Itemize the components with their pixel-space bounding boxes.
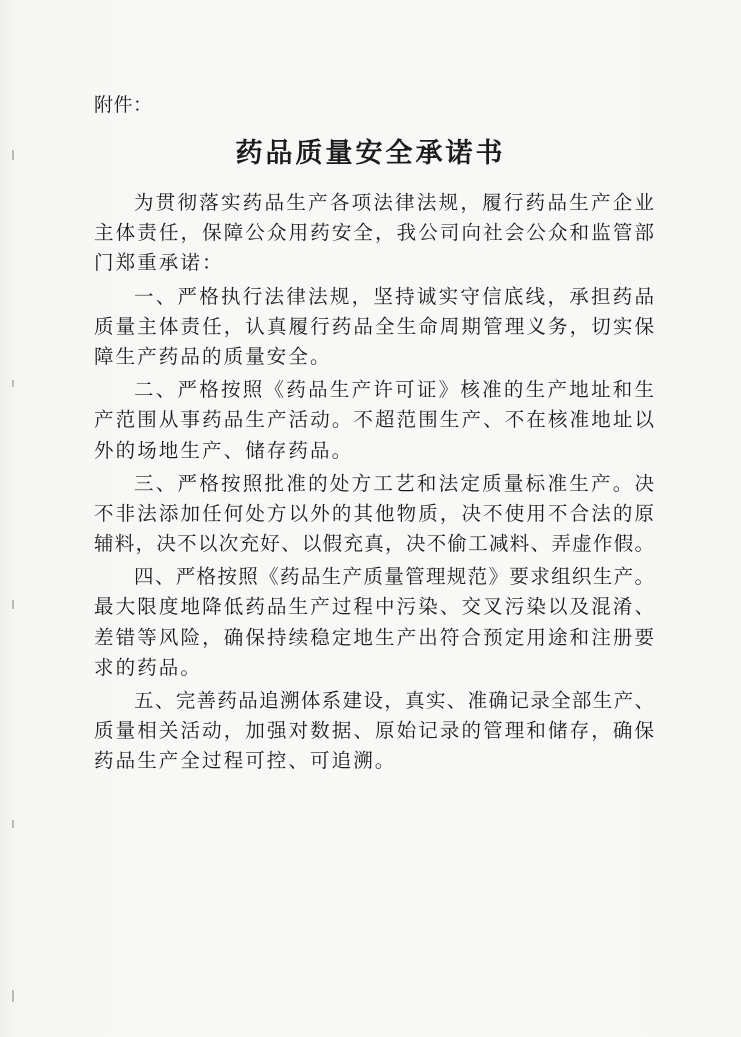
text-line: 差错等风险，确保持续稳定地生产出符合预定用途和注册要 bbox=[94, 625, 654, 649]
text-line: 产范围从事药品生产活动。不超范围生产、不在核准地址以 bbox=[94, 408, 654, 432]
document-title: 药品质量安全承诺书 bbox=[235, 138, 506, 169]
text-line: 求的药品。 bbox=[94, 655, 203, 679]
text-line: 一、严格执行法律法规，坚持诚实守信底线，承担药品 bbox=[134, 284, 654, 308]
text-line: 质量相关活动，加强对数据、原始记录的管理和储存，确保 bbox=[94, 719, 654, 743]
text-line: 辅料，决不以次充好、以假充真，决不偷工减料、弄虚作假。 bbox=[94, 532, 654, 556]
scan-edge-mark bbox=[12, 600, 14, 609]
document-body bbox=[94, 188, 654, 777]
text-line: 最大限度地降低药品生产过程中污染、交叉污染以及混淆、 bbox=[94, 595, 654, 619]
text-line: 障生产药品的质量安全。 bbox=[94, 344, 332, 368]
text-line: 五、完善药品追溯体系建设，真实、准确记录全部生产、 bbox=[134, 689, 654, 712]
text-line: 为贯彻落实药品生产各项法律法规，履行药品生产企业 bbox=[134, 191, 654, 214]
scan-edge-mark bbox=[12, 380, 14, 387]
scan-edge-mark bbox=[12, 820, 14, 828]
scan-edge-mark bbox=[12, 990, 14, 1002]
text-line: 外的场地生产、储存药品。 bbox=[94, 438, 354, 462]
text-line: 主体责任，保障公众用药安全，我公司向社会公众和监管部 bbox=[94, 221, 654, 245]
text-line: 三、严格按照批准的处方工艺和法定质量标准生产。决 bbox=[134, 471, 654, 495]
text-line: 质量主体责任，认真履行药品全生命周期管理义务，切实保 bbox=[94, 314, 654, 338]
text-line: 药品生产全过程可控、可追溯。 bbox=[94, 749, 397, 773]
attachment-label: 附件： bbox=[94, 94, 153, 116]
text-line: 二、严格按照《药品生产许可证》核准的生产地址和生 bbox=[134, 378, 654, 402]
text-line: 不非法添加任何处方以外的其他物质，决不使用不合法的原 bbox=[94, 501, 654, 525]
text-line: 四、严格按照《药品生产质量管理规范》要求组织生产。 bbox=[134, 565, 654, 589]
text-line: 门郑重承诺： bbox=[94, 251, 224, 275]
